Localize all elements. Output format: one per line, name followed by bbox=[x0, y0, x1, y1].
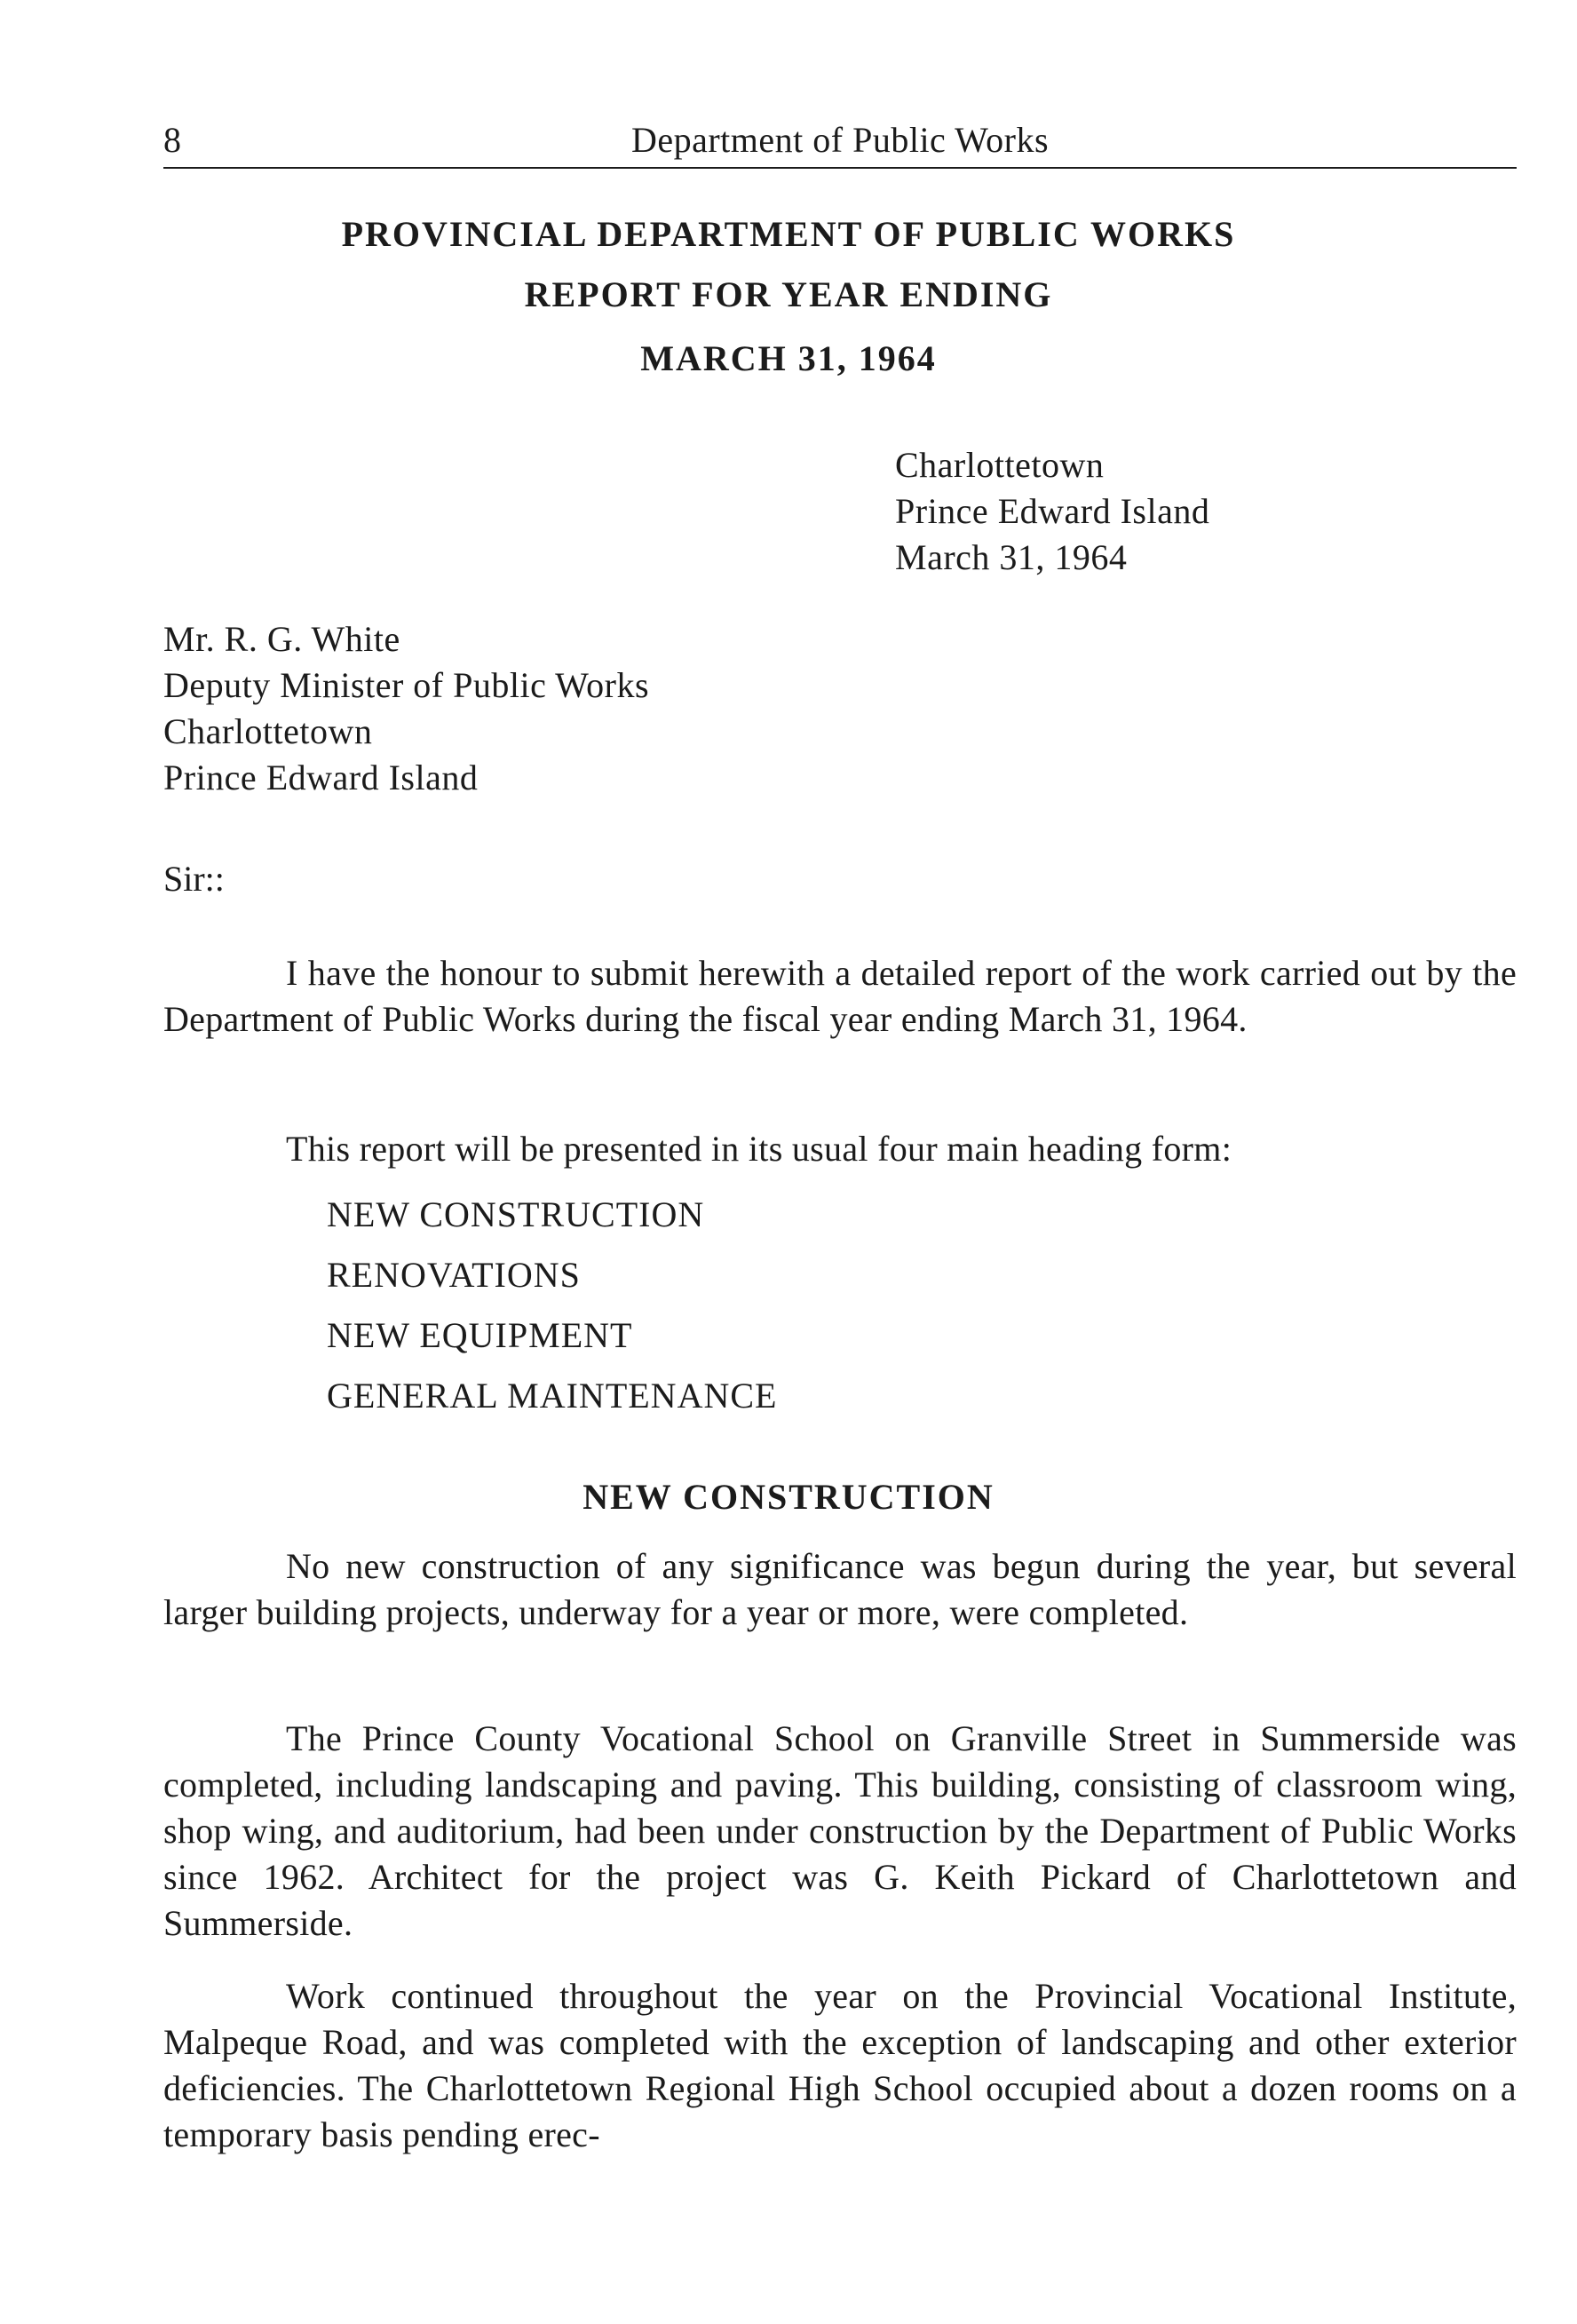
addressee-name: Mr. R. G. White bbox=[163, 619, 400, 659]
addressee-position: Deputy Minister of Public Works bbox=[163, 665, 650, 705]
dateline-province: Prince Edward Island bbox=[895, 491, 1210, 531]
form-paragraph: This report will be presented in its usual four main heading form: bbox=[286, 1129, 1232, 1169]
dateline bbox=[895, 442, 1209, 581]
intro-paragraph: I have the honour to submit herewith a detailed report of the work carried out by the Department of Public Works during the fiscal year ending March 31, 1964. bbox=[163, 953, 1517, 1039]
dateline-date: March 31, 1964 bbox=[895, 537, 1128, 577]
list-item: NEW CONSTRUCTION bbox=[327, 1194, 705, 1234]
page-number: 8 bbox=[163, 120, 181, 160]
report-title-line-2: REPORT FOR YEAR ENDING bbox=[524, 274, 1053, 314]
running-header bbox=[163, 114, 1517, 169]
list-item: GENERAL MAINTENANCE bbox=[327, 1376, 778, 1416]
section-paragraph: Work continued throughout the year on the Provincial Vocational Institute, Malpeque Road, and was completed with the exception of landscaping and other exterior deficiencies. The Charlottetown Regional High School occupied about a dozen rooms on a temporary basis pending erec- bbox=[163, 1976, 1517, 2154]
salutation: Sir:: bbox=[163, 859, 225, 899]
dateline-city: Charlottetown bbox=[895, 445, 1105, 485]
main-headings-list bbox=[327, 1185, 777, 1426]
section-heading: NEW CONSTRUCTION bbox=[582, 1477, 995, 1517]
report-title-line-3: MARCH 31, 1964 bbox=[640, 338, 937, 378]
addressee-city: Charlottetown bbox=[163, 711, 373, 751]
addressee-block bbox=[163, 616, 649, 801]
section-paragraph: No new construction of any significance was begun during the year, but several larger building projects, underway for a year or more, were completed. bbox=[163, 1546, 1517, 1632]
addressee-province: Prince Edward Island bbox=[163, 757, 479, 797]
report-title-line-1: PROVINCIAL DEPARTMENT OF PUBLIC WORKS bbox=[341, 214, 1236, 254]
section-paragraph: The Prince County Vocational School on Granville Street in Summerside was completed, including landscaping and paving. This building, consisting of classroom wing, shop wing, and auditorium, had been under construction by the Department of Public Works since 1962. Architect for the project was G. Keith Pickard of Charlottetown and Summerside. bbox=[163, 1718, 1517, 1943]
list-item: RENOVATIONS bbox=[327, 1255, 581, 1295]
running-title: Department of Public Works bbox=[630, 120, 1050, 160]
list-item: NEW EQUIPMENT bbox=[327, 1315, 633, 1355]
